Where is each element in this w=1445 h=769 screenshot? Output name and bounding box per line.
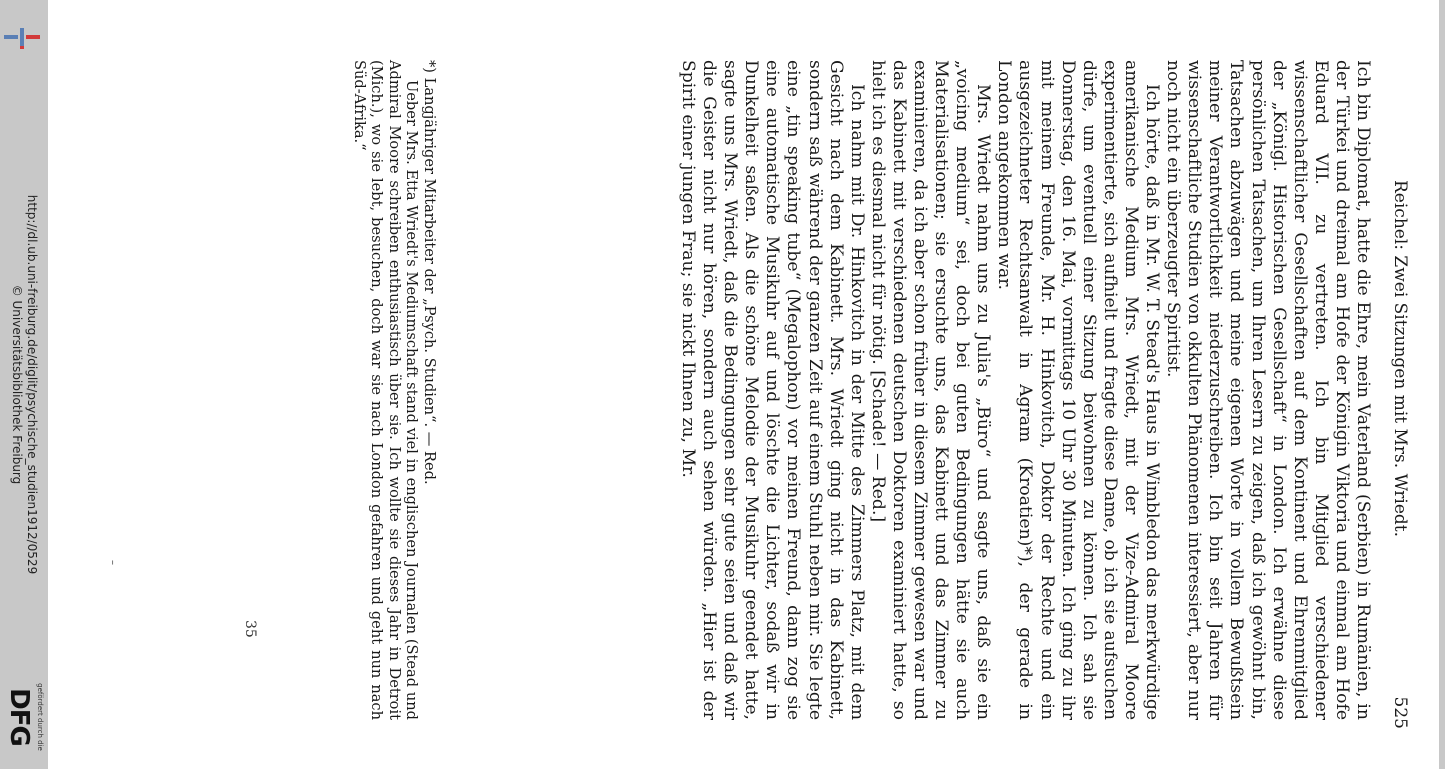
running-head: [1386, 40, 1410, 729]
viewer-sidebar: [0, 0, 48, 769]
scrollbar-track[interactable]: [1439, 0, 1445, 769]
source-info: [0, 0, 48, 769]
dfg-logo: [2, 676, 46, 758]
dfg-caption: gefördert durch die: [36, 683, 44, 751]
paragraph: Mrs. Wriedt nahm uns zu Julia's „Büro“ und sagte uns, daß sie ein „voicing medium“ sei, doch bei guten Bedingungen hätte sie auch Materialisationen; sie ersuchte uns, das Kabinett und das Zimmer zu examinieren, da ich aber schon früher in diesem Zimmer gewesen war und das Kabinett mit verschiedenen deutschen Doktoren examiniert hatte, so hielt ich es diesmal nicht für nötig. [Schade! — Red.]: [867, 60, 994, 720]
copyright-notice: © Universitätsbibliothek Freiburg: [10, 284, 24, 485]
paragraph: Ich hörte, daß in Mr. W. T. Stead's Haus in Wimbledon das merkwürdige amerikanische Medium Mrs. Wriedt, mit der Vize-Admiral Moore experimentierte, sich aufhielt und fragte diese Dame, ob ich sie aufsuchen dürfe, um eventuell einer Sitzung beiwohnen zu können. Ich sah sie Donnerstag, den 16. Mai, vormittags 10 Uhr 30 Minuten. Ich ging zu ihr mit meinem Freunde, Mr. H. Hinkovitch, Doktor der Rechte und ein ausgezeichneter Rechtsanwalt in Agram (Kroatien)*), der gerade in London angekommen war.: [994, 60, 1163, 720]
footnote-text: Ueber Mrs. Etta Wriedt's Mediumschaft stand viel in englischen Journalen (Stead und Admiral Moore schreiben enthusiastisch über sie. Ich wollte sie dieses Jahr in Detroit (Mich.), wo sie lebt, besuchen, doch war sie nach London gefahren und geht nun nach Süd-Afrika.“: [351, 60, 421, 720]
source-url[interactable]: http://dl.ub.uni-freiburg.de/diglit/psychische_studien1912/0529: [25, 194, 39, 575]
rotated-document: [50, 0, 1438, 769]
running-title: Reichel: Zwei Sitzungen mit Mrs. Wriedt.: [1390, 180, 1410, 538]
paragraph: Ich bin Diplomat, hatte die Ehre, mein Vaterland (Serbien) in Rumänien, in der Türkei und dreimal am Hofe der Königin Viktoria und einmal am Hofe Eduard VII. zu vertreten. Ich bin Mitglied verschiedener wissenschaftlicher Gesellschaften auf dem Kontinent und Ehrenmitglied der „Königl. Historischen Gesellschaft“ in London. Ich erwähne diese persönlichen Tatsachen, um Ihren Lesern zu zeigen, daß ich gewöhnt bin, Tatsachen abzuwägen und meine eigenen Worte in vollem Bewußtsein meiner Verantwortlichkeit niederzuschreiben. Ich bin seit Jahren für wissenschaftliche Studien von okkulten Phänomenen interessiert, aber nur noch nicht ein überzeugter Spiritist.: [1163, 60, 1373, 720]
footnote-marker-line: *) Langjähriger Mitarbeiter der „Psych. Studien“. — Red.: [421, 60, 438, 485]
dfg-wordmark: DFG: [4, 688, 34, 746]
paragraph: Ich nahm mit Dr. Hinkovitch in der Mitte des Zimmers Platz, mit dem Gesicht nach dem Kabinett. Mrs. Wriedt ging nicht in das Kabinett, sondern saß während der ganzen Zeit auf einem Stuhl neben mir. Sie legte eine „tin speaking tube“ (Megalophon) vor meinen Freund, dann zog sie eine automatische Musikuhr auf und löschte die Lichter, sodaß wir in Dunkelheit saßen. Als die schöne Melodie der Musikuhr geendet hatte, sagte uns Mrs. Wriedt, daß die Bedingungen sehr gute seien und daß wir die Geister nicht nur hören, sondern auch sehen würden. „Hier ist der Spirit einer jungen Frau; sie nickt Ihnen zu, Mr.: [678, 60, 867, 720]
scanned-page: [50, 0, 1438, 769]
footnote-block: [351, 60, 439, 720]
body-text: [677, 60, 1373, 720]
page-signature: 35: [242, 620, 258, 638]
stray-mark: –: [107, 560, 118, 565]
page-number: 525: [1390, 696, 1410, 729]
